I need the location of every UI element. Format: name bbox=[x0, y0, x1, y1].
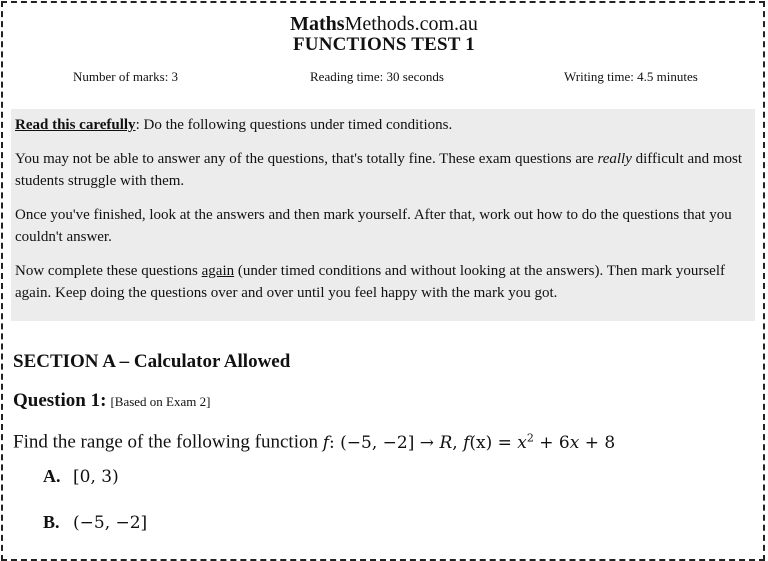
instructions-text-4a: Now complete these questions bbox=[15, 263, 202, 279]
option-a-label: A. bbox=[43, 466, 61, 486]
read-carefully-label: Read this carefully bbox=[15, 117, 136, 133]
marks-count: Number of marks: 3 bbox=[73, 69, 179, 84]
instructions-box bbox=[11, 109, 755, 321]
function-definition bbox=[323, 433, 615, 453]
math-comma: , bbox=[452, 432, 464, 453]
math-square: 2 bbox=[526, 431, 534, 444]
site-title bbox=[0, 13, 768, 35]
instructions-text-2a: You may not be able to answer any of the questions, that's totally fine. These exam questions are bbox=[15, 151, 598, 167]
emphasis-really: really bbox=[597, 151, 632, 167]
instructions-para-3: Once you've finished, look at the answers and then mark yourself. After that, work out how to do the questions that you couldn't answer. bbox=[15, 207, 732, 245]
underline-again: again bbox=[201, 263, 235, 279]
option-b[interactable] bbox=[43, 510, 147, 535]
math-x-arg: (x) = bbox=[469, 432, 518, 453]
instructions-para-4 bbox=[15, 260, 753, 304]
option-b-value: (−5, −2] bbox=[73, 513, 148, 533]
instructions-text-2b: difficult and most students struggle with them. bbox=[15, 151, 743, 189]
question-prompt: Find the range of the following function bbox=[13, 431, 323, 453]
instructions-para-2 bbox=[15, 148, 753, 192]
option-a-value: [0, 3) bbox=[73, 467, 119, 487]
instructions-text-4b: (under timed conditions and without looking at the answers). Then mark yourself again. Keep doing the questions over and over until you feel happy with the mark you got. bbox=[15, 263, 725, 301]
math-R: R bbox=[439, 432, 453, 453]
writing-time: Writing time: 4.5 minutes bbox=[564, 69, 698, 84]
test-title: FUNCTIONS TEST 1 bbox=[292, 34, 475, 55]
section-title: SECTION A – Calculator Allowed bbox=[13, 351, 291, 372]
math-f: f bbox=[322, 432, 330, 453]
question-number: Question 1: bbox=[13, 390, 107, 411]
math-domain: : (−5, −2] → bbox=[329, 432, 440, 453]
math-x2: x bbox=[517, 432, 527, 453]
instructions-text-1: : Do the following questions under timed conditions. bbox=[135, 117, 453, 133]
math-fx: f bbox=[463, 432, 470, 453]
site-title-rest: Methods.com.au bbox=[344, 13, 478, 35]
instructions-para-1 bbox=[15, 114, 753, 136]
question-heading bbox=[13, 389, 210, 414]
question-source: [Based on Exam 2] bbox=[110, 394, 211, 409]
site-title-bold: Maths bbox=[290, 13, 345, 35]
question-text bbox=[13, 426, 615, 455]
option-a[interactable] bbox=[43, 464, 119, 489]
math-6: + 6 bbox=[533, 432, 570, 453]
math-x3: x bbox=[569, 432, 580, 453]
reading-time: Reading time: 30 seconds bbox=[310, 69, 444, 84]
option-b-label: B. bbox=[43, 512, 60, 532]
math-8: + 8 bbox=[579, 432, 616, 453]
